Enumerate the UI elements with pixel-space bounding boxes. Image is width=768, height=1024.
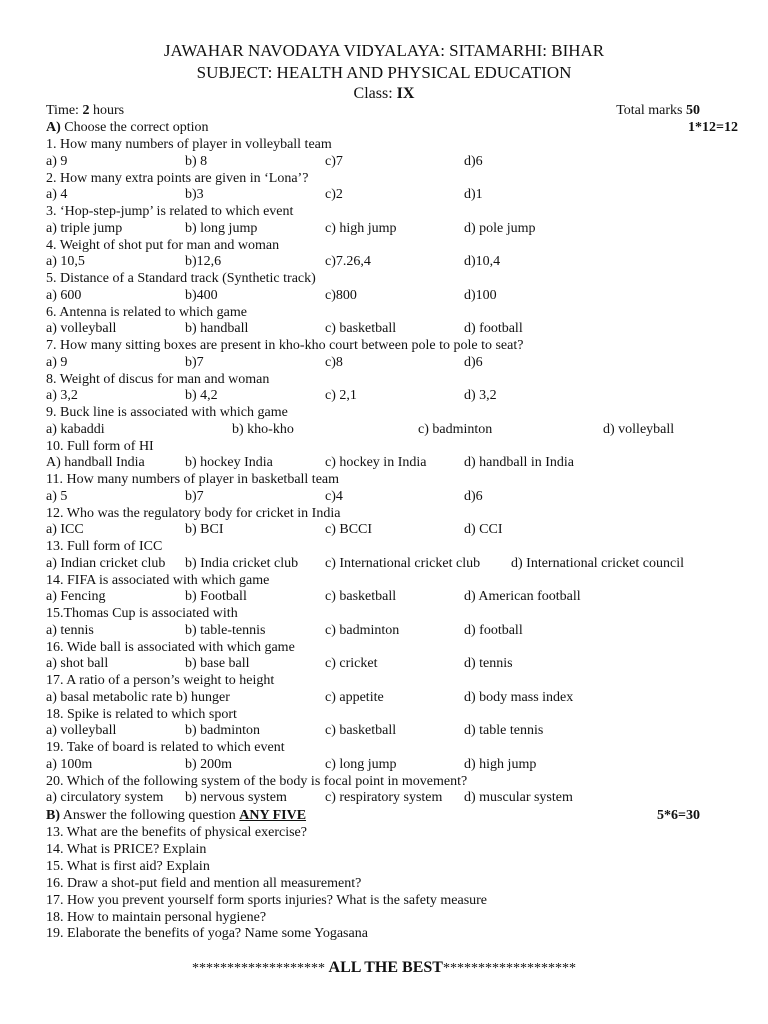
option-a: a) ICC: [46, 522, 84, 538]
option-a: a) 600: [46, 287, 82, 303]
option-c: c)800: [325, 287, 357, 303]
option-c: c) badminton: [325, 622, 400, 638]
option-d: d) football: [464, 321, 523, 337]
option-a: a) 10,5: [46, 254, 85, 270]
question-text: 16. Wide ball is associated with which game: [46, 639, 295, 655]
option-c: c) badminton: [418, 421, 493, 437]
option-d: d)6: [464, 354, 483, 370]
option-c: c) high jump: [325, 220, 397, 236]
question-text: 7. How many sitting boxes are present in kho-kho court between pole to pole to seat?: [46, 338, 524, 353]
option-b: b)7: [185, 488, 204, 504]
options-row-8: [46, 387, 726, 404]
option-d: d)1: [464, 187, 483, 203]
total-marks: Total marks 50: [616, 103, 700, 118]
option-c: c) 2,1: [325, 388, 357, 404]
footer-text: ALL THE BEST: [328, 959, 443, 976]
option-c: c)7.26,4: [325, 254, 371, 270]
options-row-12: [46, 521, 726, 538]
option-b: b) BCI: [185, 522, 224, 538]
option-d: d)10,4: [464, 254, 501, 270]
option-b: b) table-tennis: [185, 622, 266, 638]
option-a: a) circulatory system: [46, 790, 164, 806]
question-8: [46, 371, 726, 388]
option-d: d) football: [464, 622, 523, 638]
option-a: a) basal metabolic rate b) hunger: [46, 689, 230, 705]
section-a-title: Choose the correct option: [60, 120, 209, 135]
options-row-5: [46, 287, 726, 304]
school-name: JAWAHAR NAVODAYA VIDYALAYA: SITAMARHI: BIHAR: [163, 41, 605, 60]
option-d: d) muscular system: [464, 790, 573, 806]
option-d: d) 3,2: [464, 388, 497, 404]
question-text: 6. Antenna is related to which game: [46, 304, 247, 320]
option-a: a) 9: [46, 153, 68, 169]
option-b: b) kho-kho: [232, 421, 294, 437]
question-12: [46, 505, 726, 522]
long-question-text: 14. What is PRICE? Explain: [46, 841, 207, 857]
question-3: [46, 203, 726, 220]
option-c: c)2: [325, 187, 343, 203]
question-19: [46, 739, 726, 756]
long-question-text: 15. What is first aid? Explain: [46, 858, 210, 874]
option-a: a) shot ball: [46, 656, 109, 672]
option-b: b)7: [185, 354, 204, 370]
option-d: d) tennis: [464, 656, 513, 672]
option-c: c) long jump: [325, 756, 397, 772]
option-d: d) CCI: [464, 522, 503, 538]
question-18: [46, 706, 726, 723]
footer-stars-left: *******************: [192, 961, 329, 976]
question-text: 8. Weight of discus for man and woman: [46, 371, 270, 387]
question-text: 1. How many numbers of player in volleyball team: [46, 137, 332, 152]
option-c: c) cricket: [325, 656, 378, 672]
subject-title: SUBJECT: HEALTH AND PHYSICAL EDUCATION: [196, 63, 572, 82]
question-text: 19. Take of board is related to which event: [46, 740, 285, 755]
option-b: b) badminton: [185, 723, 261, 739]
section-b-title: Answer the following question: [60, 808, 240, 823]
option-c: c) basketball: [325, 589, 397, 605]
long-question-text: 19. Elaborate the benefits of yoga? Name some Yogasana: [46, 926, 368, 942]
options-row-19: [46, 756, 726, 773]
options-row-11: [46, 488, 726, 505]
option-c: c)7: [325, 153, 343, 169]
option-b: b) nervous system: [185, 790, 287, 806]
option-a: a) volleyball: [46, 723, 117, 739]
question-14: [46, 572, 726, 589]
question-4: [46, 237, 726, 254]
options-row-10: [46, 454, 726, 471]
meta-row: [46, 102, 726, 119]
question-17: [46, 672, 726, 689]
footer: [0, 958, 768, 979]
option-a: a) kabaddi: [46, 421, 105, 437]
long-question-text: 16. Draw a shot-put field and mention all measurement?: [46, 875, 362, 891]
option-d: d) International cricket council: [511, 555, 684, 571]
option-c: c)4: [325, 488, 343, 504]
long-question-text: 17. How you prevent yourself form sports injuries? What is the safety measure: [46, 892, 488, 908]
options-row-14: [46, 588, 726, 605]
option-b: b) 8: [185, 153, 208, 169]
options-row-18: [46, 722, 726, 739]
option-c: c) appetite: [325, 689, 384, 705]
option-a: a) 100m: [46, 756, 93, 772]
option-c: c) basketball: [325, 723, 397, 739]
option-c: c) basketball: [325, 321, 397, 337]
option-b: b) India cricket club: [185, 555, 299, 571]
option-d: d) volleyball: [603, 421, 675, 437]
question-13: [46, 538, 726, 555]
options-row-6: [46, 320, 726, 337]
question-text: 15.Thomas Cup is associated with: [46, 606, 238, 621]
question-9: [46, 404, 726, 421]
question-5: [46, 270, 726, 287]
option-c: c)8: [325, 354, 343, 370]
options-row-20: [46, 789, 726, 806]
option-b: b) handball: [185, 321, 249, 337]
option-d: d) table tennis: [464, 723, 544, 739]
option-a: a) volleyball: [46, 321, 117, 337]
option-b: b)400: [185, 287, 218, 303]
question-text: 18. Spike is related to which sport: [46, 706, 237, 722]
option-d: d)6: [464, 153, 483, 169]
question-text: 4. Weight of shot put for man and woman: [46, 237, 280, 253]
long-question-6: [46, 909, 726, 926]
question-6: [46, 304, 726, 321]
question-15: [46, 605, 726, 622]
option-c: c) BCCI: [325, 522, 373, 538]
class-line: [0, 84, 768, 104]
option-b: b) base ball: [185, 656, 250, 672]
section-a-marks: 1*12=12: [688, 120, 738, 135]
options-row-13: [46, 555, 726, 572]
question-20: [46, 773, 726, 790]
long-question-text: 18. How to maintain personal hygiene?: [46, 909, 267, 925]
option-a: a) 4: [46, 187, 68, 203]
option-d: d) high jump: [464, 756, 537, 772]
class-label: Class:: [353, 85, 397, 102]
section-b-emphasis: ANY FIVE: [239, 808, 307, 823]
long-question-4: [46, 875, 726, 892]
time-info: Time: 2 hours: [46, 103, 125, 118]
option-a: a) Fencing: [46, 589, 106, 605]
options-row-17: [46, 689, 726, 706]
option-a: a) 3,2: [46, 388, 78, 404]
option-a: a) 5: [46, 488, 68, 504]
option-b: b) 200m: [185, 756, 233, 772]
option-a: a) tennis: [46, 622, 94, 638]
question-text: 20. Which of the following system of the body is focal point in movement?: [46, 773, 468, 789]
option-b: b) Football: [185, 589, 247, 605]
option-d: d) American football: [464, 589, 581, 605]
section-a-label: A): [46, 120, 61, 135]
question-text: 17. A ratio of a person’s weight to height: [46, 673, 275, 688]
options-row-1: [46, 153, 726, 170]
option-a: A) handball India: [46, 455, 145, 471]
option-d: d) pole jump: [464, 220, 536, 236]
section-b-label: B): [46, 808, 60, 823]
options-row-3: [46, 220, 726, 237]
question-text: 13. Full form of ICC: [46, 539, 163, 554]
option-a: a) Indian cricket club: [46, 555, 166, 571]
option-c: c) respiratory system: [325, 790, 443, 806]
option-b: b)3: [185, 187, 204, 203]
options-row-2: [46, 186, 726, 203]
section-b-heading: [46, 807, 726, 824]
long-question-2: [46, 841, 726, 858]
option-b: b)12,6: [185, 254, 222, 270]
question-text: 9. Buck line is associated with which game: [46, 405, 288, 420]
option-b: b) hockey India: [185, 455, 273, 471]
long-question-5: [46, 892, 726, 909]
long-question-7: [46, 925, 726, 942]
option-d: d)100: [464, 287, 497, 303]
option-d: d)6: [464, 488, 483, 504]
question-11: [46, 471, 726, 488]
question-7: [46, 337, 726, 354]
long-question-text: 13. What are the benefits of physical exercise?: [46, 825, 307, 840]
option-c: c) hockey in India: [325, 455, 427, 471]
long-question-1: [46, 824, 726, 841]
footer-stars-right: *******************: [442, 961, 576, 976]
question-text: 11. How many numbers of player in basketball team: [46, 472, 340, 487]
question-16: [46, 639, 726, 656]
question-1: [46, 136, 726, 153]
option-b: b) 4,2: [185, 388, 218, 404]
question-text: 3. ‘Hop-step-jump’ is related to which event: [46, 204, 294, 219]
question-text: 12. Who was the regulatory body for cricket in India: [46, 505, 341, 521]
option-a: a) 9: [46, 354, 68, 370]
options-row-9: [46, 421, 726, 438]
question-10: [46, 438, 726, 455]
option-d: d) handball in India: [464, 455, 575, 471]
section-a-heading: [46, 119, 738, 136]
option-b: b) long jump: [185, 220, 258, 236]
question-text: 5. Distance of a Standard track (Synthetic track): [46, 271, 316, 286]
option-c: c) International cricket club: [325, 555, 481, 571]
question-text: 10. Full form of HI: [46, 438, 154, 454]
options-row-15: [46, 622, 726, 639]
section-b-marks: 5*6=30: [657, 808, 700, 823]
question-text: 2. How many extra points are given in ‘Lona’?: [46, 170, 309, 186]
question-2: [46, 170, 726, 187]
options-row-7: [46, 354, 726, 371]
long-question-3: [46, 858, 726, 875]
options-row-16: [46, 655, 726, 672]
option-a: a) triple jump: [46, 220, 123, 236]
class-value: IX: [396, 85, 415, 102]
question-text: 14. FIFA is associated with which game: [46, 572, 270, 588]
options-row-4: [46, 253, 726, 270]
option-d: d) body mass index: [464, 689, 574, 705]
